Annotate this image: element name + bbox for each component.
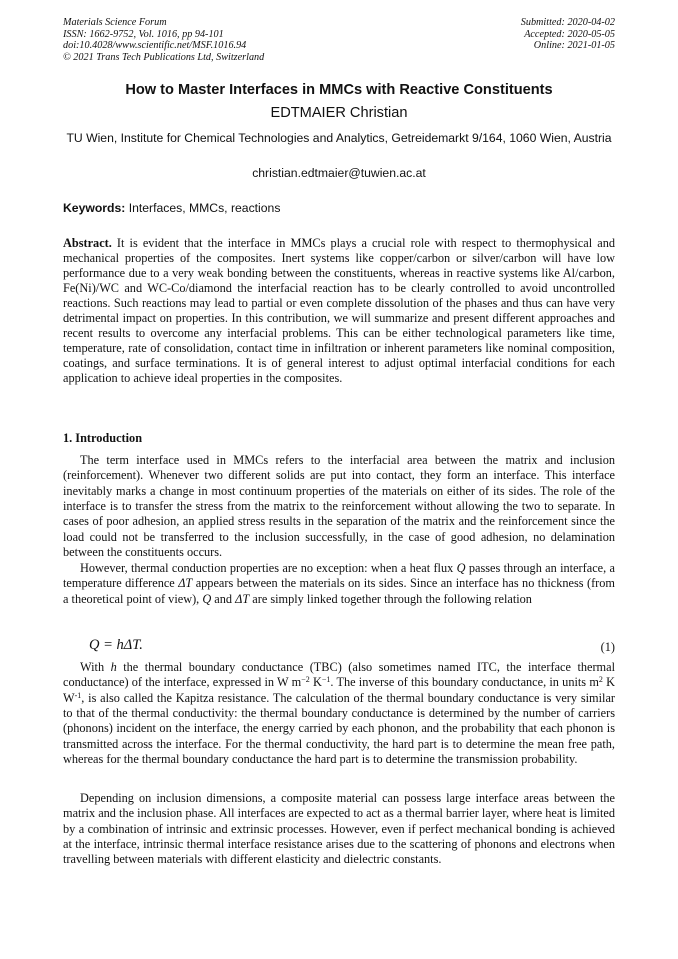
publication-dates [521, 17, 615, 52]
paper-title: How to Master Interfaces in MMCs with Reactive Constituents [125, 82, 553, 98]
journal-info [63, 17, 264, 63]
paragraph-2 [63, 561, 615, 607]
author-email[interactable]: christian.edtmaier@tuwien.ac.at [252, 166, 426, 180]
copyright-line: © 2021 Trans Tech Publications Ltd, Switzerland [63, 51, 265, 63]
affiliation: TU Wien, Institute for Chemical Technologies and Analytics, Getreidemarkt 9/164, 1060 Wien, Austria [66, 131, 612, 145]
abstract-text: It is evident that the interface in MMCs plays a crucial role with respect to thermophysical and mechanical properties of the composites. Inert systems like copper/carbon or silver/carbon will have low performance due to a very weak bonding between the constituents, whereas in reactive systems like Al/carbon, Fe(Ni)/WC and WC-Co/diamond the interfacial reaction has to be clearly controlled to avoid uncontrolled reactions. Such reactions may lead to partial or even complete dissolution of the phases and thus can have very detrimental impact on properties. In this contribution, we will summarize and present different approaches and recent results to overcome any interfacial problems. This can be either technological parameters like time, temperature, rate of consolidation, contact time in infiltration or inherent parameters like nominal composition, coatings, and surface terminations. It is of general interest to adjust optimal interfacial conditions for each application to achieve ideal properties in the composites. [63, 236, 615, 385]
symbol-q: Q [456, 561, 466, 575]
paragraph-1: The term interface used in MMCs refers to the interfacial area between the matrix and inclusion (reinforcement). Whenever two different solids are put into contact, they form an interface. This interface inevitably marks a change in most continuum properties of the materials on either of its sides. The role of the interface is to transfer the stress from the matrix to the reinforcement without allowing the two to separate. In cases of poor adhesion, an applied stress results in the separation of the matrix and the reinforcement since the load could not be transferred to the inclusion successfully, in the case of good adhesion, no delamination between the constituents occurs. [63, 453, 615, 560]
text-run: the thermal boundary conductance (TBC) (also sometimes named ITC, the interface thermal conductance) of the interface, expressed in W m [63, 660, 615, 690]
section-heading: 1. Introduction [63, 431, 143, 445]
text-run: . The inverse of this boundary conductance, in units m [330, 675, 599, 690]
symbol-delta-t: ΔT [235, 591, 250, 606]
journal-name: Materials Science Forum [63, 17, 167, 28]
keywords-label: Keywords: [63, 201, 126, 215]
text-run: , is also called the Kapitza resistance. The calculation of the thermal boundary conductance is very similar to that of the thermal conductivity: the thermal boundary conductance is determined by the number of carriers (phonons) incident on the interface, the energy carried by each phonon, and the probability that each phonon is transmitted across the interface. For the thermal conductivity, the hard part is to determine the mean free path, whereas for the thermal boundary conductance the hard part is to determine the transmission probability. [63, 690, 615, 767]
submitted-date: Submitted: 2020-04-02 [520, 17, 615, 28]
paragraph-3 [63, 660, 615, 767]
text-run: are simply linked together through the following relation [249, 591, 532, 606]
superscript: −1 [321, 675, 331, 685]
symbol-q: Q [202, 591, 212, 606]
paragraph-4: Depending on inclusion dimensions, a composite material can possess large interface areas between the matrix and the inclusion phase. All interfaces are expected to act as a thermal barrier layer, where heat is limited by a combination of intrinsic and extrinsic processes. However, even if perfect mechanical bonding is achieved at the interface, intrinsic thermal interface resistance arises due to the scattering of phonons and electrons when travelling between materials with different elasticity and dielectric constants. [63, 791, 615, 867]
abstract-label: Abstract. [63, 236, 112, 250]
author-name: EDTMAIER Christian [270, 105, 408, 121]
keywords-text: Interfaces, MMCs, reactions [125, 201, 281, 215]
superscript: −2 [301, 675, 310, 685]
symbol-h: h [110, 660, 117, 674]
accepted-date: Accepted: 2020-05-05 [524, 28, 615, 40]
superscript: 2 [598, 675, 603, 685]
text-run: passes through an interface, a temperature difference [63, 561, 615, 591]
symbol-delta-t: ΔT [178, 576, 193, 591]
text-run: appears between the materials on its sides. Since an interface has no thickness (from a theoretical point of view), [63, 576, 615, 606]
text-run: However, thermal conduction properties are no exception: when a heat flux [80, 561, 457, 575]
issn-line: ISSN: 1662-9752, Vol. 1016, pp 94-101 [63, 28, 224, 40]
text-run: K [309, 675, 322, 690]
equation-1: Q = hΔT. [89, 637, 143, 653]
abstract [63, 236, 615, 386]
keywords [63, 201, 615, 216]
equation-number: (1) [600, 640, 615, 654]
doi-line: doi:10.4028/www.scientific.net/MSF.1016.94 [63, 40, 247, 52]
text-run: and [211, 591, 236, 606]
online-date: Online: 2021-01-05 [533, 40, 615, 52]
text-run: With [80, 660, 111, 674]
superscript: -1 [74, 690, 82, 700]
text-run: K W [63, 675, 615, 705]
